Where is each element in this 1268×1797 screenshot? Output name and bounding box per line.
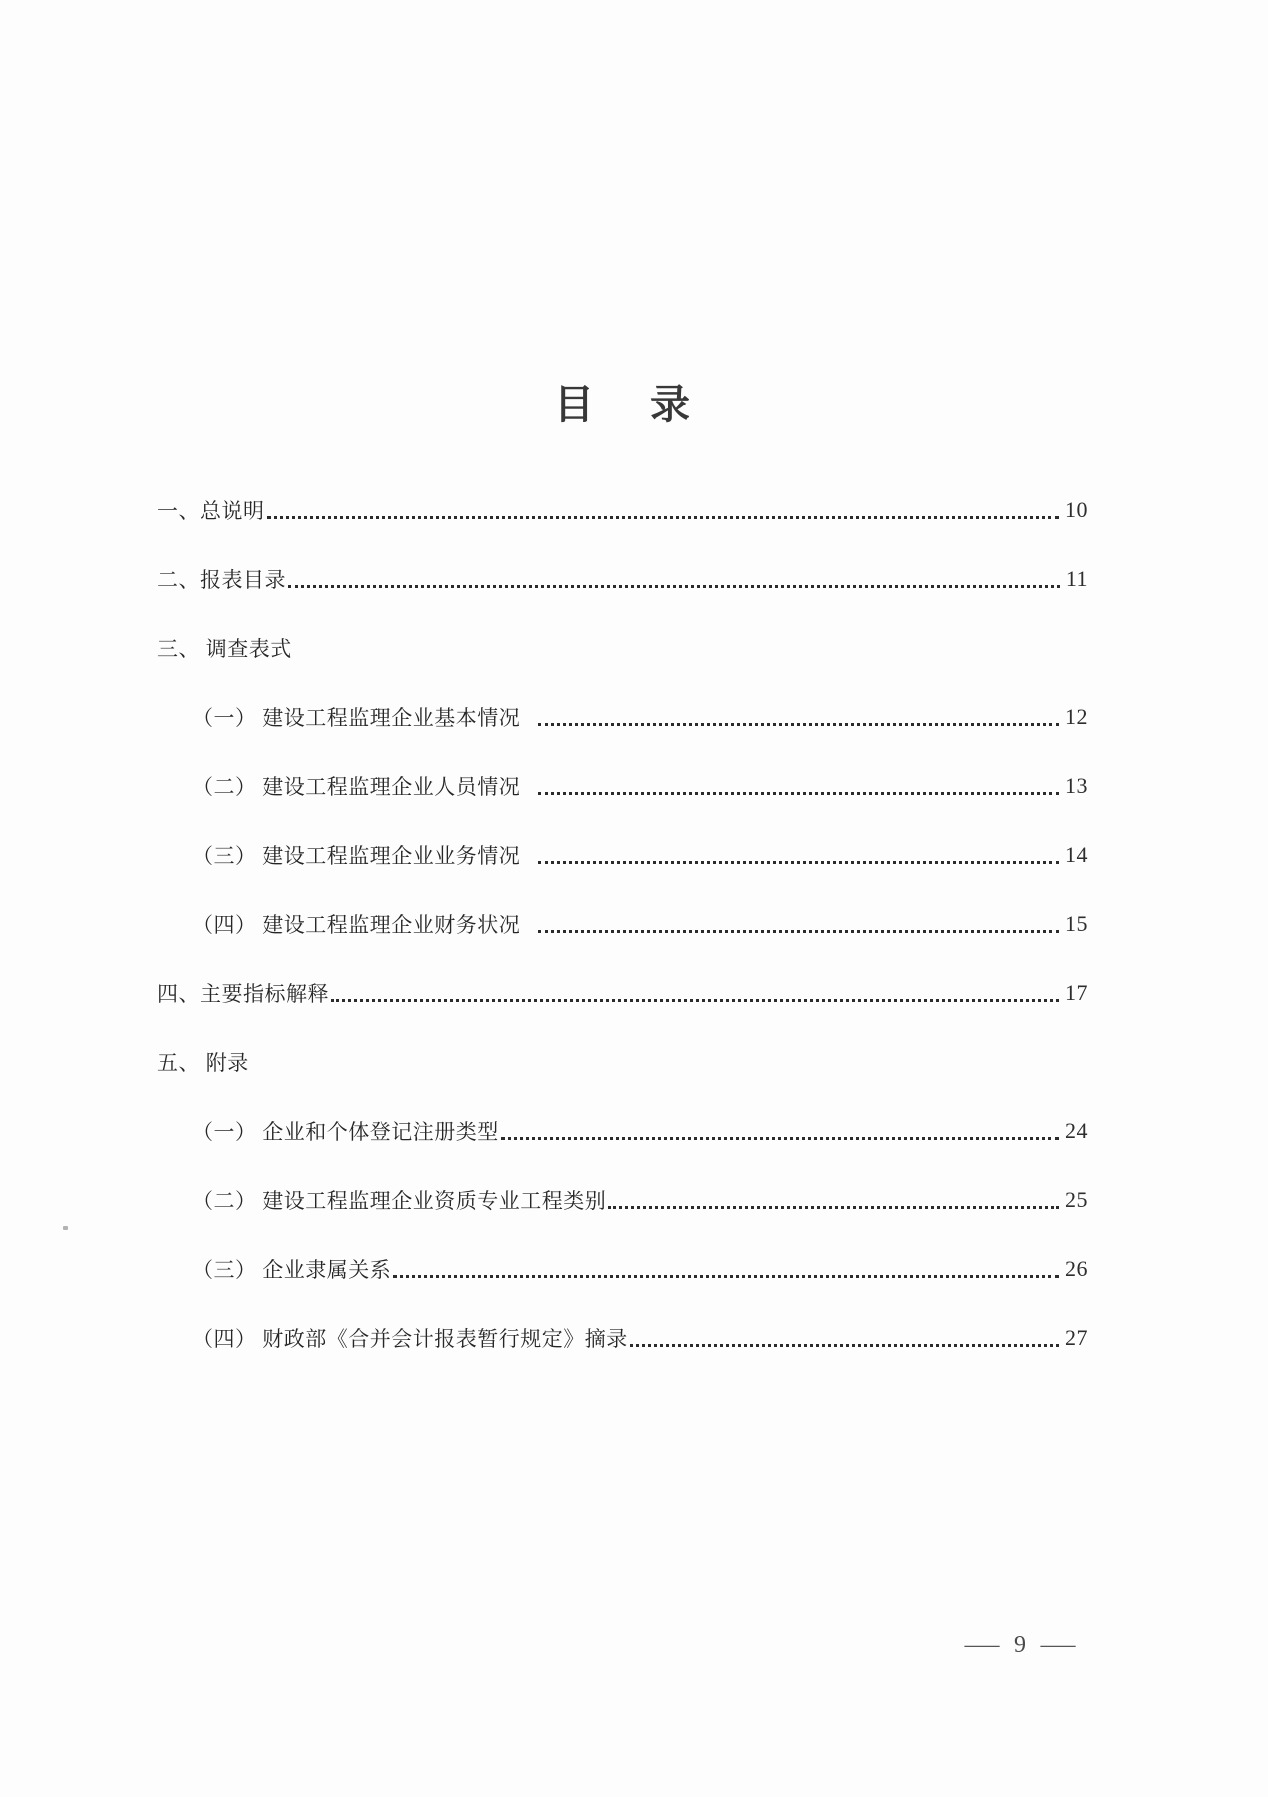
toc-entry-label: 三、 调查表式 <box>157 637 292 661</box>
toc-entry-page: 11 <box>1065 566 1088 591</box>
toc-entry-label: （四） 财政部《合并会计报表暂行规定》摘录 <box>192 1327 628 1351</box>
toc-entry <box>157 1045 1088 1079</box>
toc-entry-label: （四） 建设工程监理企业财务状况 <box>192 913 521 937</box>
toc-entry <box>157 631 1088 665</box>
toc-entry <box>157 562 1088 596</box>
page-title-char-2: 录 <box>650 383 690 427</box>
toc-entry-page: 10 <box>1065 497 1088 522</box>
dot-leader <box>393 1260 1059 1278</box>
toc-entry-page: 26 <box>1065 1256 1088 1281</box>
toc-entry <box>157 1321 1088 1355</box>
dot-leader <box>538 708 1059 726</box>
footer-page-number: 9 <box>1014 1632 1026 1658</box>
toc-entry-page: 14 <box>1065 842 1088 867</box>
toc-entry-label: 一、总说明 <box>157 499 265 523</box>
toc-entry-label: 二、报表目录 <box>157 568 286 592</box>
toc-entry-page: 13 <box>1065 773 1088 798</box>
page-title <box>0 383 1256 427</box>
page-footer <box>964 1629 1076 1661</box>
scan-speck <box>63 1226 68 1230</box>
toc-entry <box>157 907 1088 941</box>
dot-leader <box>267 501 1060 519</box>
toc-entry <box>157 976 1088 1010</box>
toc-entry-page: 12 <box>1065 704 1088 729</box>
toc-entry-page: 25 <box>1065 1187 1088 1212</box>
footer-left-dash: — <box>964 1632 1000 1658</box>
toc-entry-label: （一） 建设工程监理企业基本情况 <box>192 706 521 730</box>
toc-entry-label: 四、主要指标解释 <box>157 982 329 1006</box>
toc-entry <box>157 838 1088 872</box>
dot-leader <box>538 915 1059 933</box>
toc-entry-page: 15 <box>1065 911 1088 936</box>
dot-leader <box>288 570 1060 588</box>
dot-leader <box>538 777 1059 795</box>
toc-entry <box>157 493 1088 527</box>
dot-leader <box>630 1329 1059 1347</box>
toc-list <box>157 493 1088 1390</box>
toc-entry-page: 24 <box>1065 1118 1088 1143</box>
toc-entry-label: （一） 企业和个体登记注册类型 <box>192 1120 499 1144</box>
toc-entry-label: 五、 附录 <box>157 1051 249 1075</box>
toc-entry-label: （三） 建设工程监理企业业务情况 <box>192 844 521 868</box>
dot-leader <box>501 1122 1059 1140</box>
toc-entry-page: 17 <box>1065 980 1088 1005</box>
page-title-char-1: 目 <box>554 383 594 427</box>
toc-entry-label: （三） 企业隶属关系 <box>192 1258 392 1282</box>
toc-entry-label: （二） 建设工程监理企业资质专业工程类别 <box>192 1189 607 1213</box>
toc-entry <box>157 769 1088 803</box>
toc-entry-page: 27 <box>1065 1325 1088 1350</box>
toc-entry <box>157 1183 1088 1217</box>
toc-entry <box>157 1114 1088 1148</box>
dot-leader <box>608 1191 1059 1209</box>
dot-leader <box>538 846 1059 864</box>
toc-entry <box>157 700 1088 734</box>
toc-entry-label: （二） 建设工程监理企业人员情况 <box>192 775 521 799</box>
footer-right-dash: — <box>1040 1632 1076 1658</box>
toc-entry <box>157 1252 1088 1286</box>
dot-leader <box>331 984 1059 1002</box>
